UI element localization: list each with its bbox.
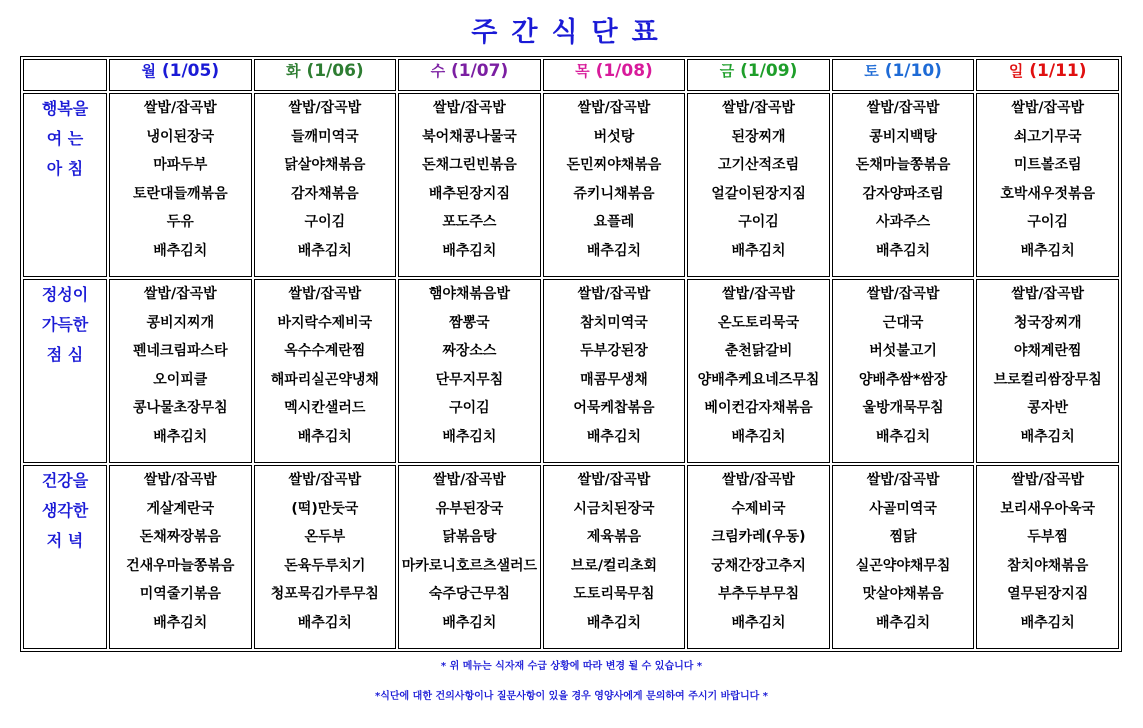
meal-row — [23, 465, 1119, 649]
menu-item: 옥수수계란찜 — [284, 343, 366, 360]
menu-cell — [398, 93, 541, 277]
meal-row — [23, 279, 1119, 463]
menu-item: 쌀밥/잡곡밥 — [722, 100, 795, 116]
menu-item: 냉이된장국 — [146, 128, 215, 145]
day-date: (1/05) — [161, 61, 220, 81]
menu-item: 건새우마늘쫑볶음 — [126, 557, 235, 574]
menu-item: 요플레 — [593, 214, 635, 231]
menu-item: 쌀밥/잡곡밥 — [866, 472, 940, 488]
menu-item: 닭살야채볶음 — [284, 157, 366, 174]
menu-item: 펜네크림파스타 — [132, 343, 228, 360]
menu-item: 참치야채볶음 — [1007, 557, 1089, 574]
menu-cell — [398, 465, 541, 649]
menu-item: 쌀밥/잡곡밥 — [433, 100, 506, 116]
notes — [0, 652, 1143, 712]
day-name: 토 — [864, 62, 879, 80]
menu-item: 수제비국 — [731, 500, 786, 517]
meal-label — [23, 279, 107, 463]
menu-item: 배추김치 — [442, 614, 497, 631]
menu-item: (떡)만둣국 — [291, 500, 359, 517]
menu-item: 배추김치 — [731, 614, 786, 631]
menu-item: 미역줄기볶음 — [139, 586, 221, 603]
menu-item: 크림카레(우동) — [711, 529, 806, 546]
menu-item: 배추김치 — [1020, 428, 1075, 445]
menu-item: 배추김치 — [1020, 614, 1075, 631]
menu-item: 청포묵김가루무침 — [270, 586, 379, 603]
meal-label-line: 가득한 — [41, 315, 89, 334]
day-name: 월 — [141, 62, 156, 80]
menu-item: 마카로니호르츠샐러드 — [401, 557, 538, 574]
menu-item: 궁채간장고추지 — [711, 557, 806, 574]
menu-cell — [832, 465, 975, 649]
menu-item: 짜장소스 — [442, 343, 497, 360]
menu-item: 배추김치 — [297, 428, 352, 445]
menu-item: 바지락수제비국 — [277, 314, 373, 331]
meal-row — [23, 93, 1119, 277]
menu-item: 짬뽕국 — [449, 314, 490, 331]
day-header — [687, 59, 830, 91]
menu-cell — [254, 465, 397, 649]
menu-item: 배추된장지짐 — [428, 185, 510, 202]
menu-item: 쌀밥/잡곡밥 — [577, 472, 651, 488]
menu-item: 근대국 — [882, 314, 924, 331]
menu-item: 쌀밥/잡곡밥 — [1011, 100, 1085, 116]
menu-item: 시금치된장국 — [573, 500, 655, 517]
menu-item: 열무된장지짐 — [1007, 586, 1089, 603]
menu-item: 쌀밥/잡곡밥 — [722, 286, 795, 302]
note-line: * 위 메뉴는 식자재 수급 상황에 따라 변경 될 수 있습니다 * — [440, 661, 703, 672]
menu-item: 배추김치 — [586, 428, 642, 445]
menu-item: 배추김치 — [153, 428, 208, 445]
menu-item: 부추두부무침 — [717, 586, 800, 603]
menu-item: 구이김 — [304, 214, 346, 231]
menu-item: 토란대들깨볶음 — [132, 185, 228, 202]
menu-item: 쌀밥/잡곡밥 — [433, 472, 506, 488]
corner-cell — [23, 59, 107, 91]
menu-item: 배추김치 — [731, 242, 786, 259]
menu-item: 보리새우아욱국 — [1000, 500, 1096, 517]
menu-item: 사과주스 — [876, 214, 931, 231]
menu-item: 콩나물초장무침 — [132, 400, 228, 417]
menu-item: 닭볶음탕 — [442, 529, 497, 546]
menu-cell — [543, 465, 686, 649]
menu-item: 포도주스 — [442, 214, 497, 231]
day-date: (1/08) — [595, 61, 653, 81]
menu-item: 온도토리묵국 — [717, 314, 800, 331]
menu-item: 쌀밥/잡곡밥 — [288, 286, 362, 302]
menu-cell — [543, 279, 686, 463]
menu-item: 배추김치 — [1020, 242, 1075, 259]
menu-item: 감자양파조림 — [862, 185, 944, 202]
menu-item: 쌀밥/잡곡밥 — [143, 472, 217, 488]
menu-item: 버섯탕 — [593, 128, 635, 145]
day-header — [398, 59, 541, 91]
menu-cell — [832, 279, 975, 463]
menu-item: 쌀밥/잡곡밥 — [866, 286, 940, 302]
menu-item: 사골미역국 — [869, 500, 937, 517]
menu-cell — [976, 93, 1119, 277]
menu-item: 울방개묵무침 — [862, 400, 944, 417]
menu-item: 미트볼조림 — [1013, 157, 1082, 174]
meal-label-line: 행복을 — [41, 99, 89, 118]
menu-item: 양배추쌈*쌈장 — [858, 371, 948, 388]
menu-cell — [687, 279, 830, 463]
menu-item: 매콤무생채 — [580, 371, 648, 388]
menu-cell — [543, 93, 686, 277]
menu-item: 콩자반 — [1027, 400, 1068, 417]
day-name: 금 — [719, 62, 735, 80]
menu-item: 쌀밥/잡곡밥 — [1011, 286, 1085, 302]
menu-item: 쌀밥/잡곡밥 — [1011, 472, 1085, 488]
menu-cell — [832, 93, 975, 277]
menu-item: 쌀밥/잡곡밥 — [143, 100, 217, 116]
menu-item: 감자채볶음 — [291, 185, 359, 202]
menu-item: 단무지무침 — [435, 371, 504, 388]
menu-cell — [976, 279, 1119, 463]
menu-item: 배추김치 — [297, 614, 352, 631]
day-name: 수 — [430, 62, 446, 80]
menu-item: 쌀밥/잡곡밥 — [577, 286, 651, 302]
menu-item: 배추김치 — [442, 242, 497, 259]
header-row — [23, 59, 1119, 91]
meal-label-line: 정성이 — [41, 285, 89, 304]
note-line: *식단에 대한 건의사항이나 질문사항이 있을 경우 영양사에게 문의하여 주시기 바랍니다 * — [374, 691, 769, 702]
menu-item: 멕시칸샐러드 — [284, 400, 366, 417]
menu-cell — [109, 465, 252, 649]
menu-item: 배추김치 — [731, 428, 786, 445]
menu-item: 배추김치 — [876, 614, 931, 631]
menu-item: 돈채마늘쫑볶음 — [855, 157, 951, 174]
day-header — [254, 59, 397, 91]
menu-item: 베이컨감자채볶음 — [704, 400, 813, 417]
menu-item: 두부강된장 — [580, 343, 648, 360]
menu-item: 두유 — [166, 214, 194, 231]
menu-item: 쌀밥/잡곡밥 — [722, 472, 795, 488]
menu-item: 돈민찌야채볶음 — [566, 157, 662, 174]
menu-item: 들깨미역국 — [291, 128, 359, 145]
menu-item: 돈육두루치기 — [284, 557, 366, 574]
day-header — [832, 59, 975, 91]
menu-item: 쇠고기무국 — [1013, 128, 1082, 145]
menu-item: 배추김치 — [876, 242, 931, 259]
menu-item: 돈채그린빈볶음 — [422, 157, 517, 174]
menu-item: 배추김치 — [153, 242, 208, 259]
menu-cell — [976, 465, 1119, 649]
menu-item: 쌀밥/잡곡밥 — [577, 100, 651, 116]
menu-item: 숙주당근무침 — [428, 586, 510, 603]
day-date: (1/06) — [306, 61, 364, 81]
menu-item: 배추김치 — [876, 428, 931, 445]
menu-item: 쌀밥/잡곡밥 — [288, 472, 362, 488]
menu-item: 얼갈이된장지짐 — [711, 185, 806, 202]
weekly-menu-table — [20, 56, 1122, 652]
menu-item: 쌀밥/잡곡밥 — [143, 286, 217, 302]
menu-item: 구이김 — [738, 214, 779, 231]
menu-item: 해파리실곤약냉채 — [270, 371, 379, 388]
menu-item: 쥬키니채볶음 — [573, 185, 655, 202]
menu-item: 콩비지백탕 — [869, 128, 937, 145]
meal-label-line: 저 녁 — [46, 531, 84, 550]
menu-item: 호박새우젓볶음 — [1000, 185, 1096, 202]
menu-item: 어묵케찹볶음 — [573, 400, 655, 417]
menu-item: 양배추케요네즈무침 — [697, 371, 820, 388]
menu-item: 오이피클 — [153, 371, 208, 388]
menu-item: 마파두부 — [153, 157, 208, 174]
day-name: 목 — [575, 62, 590, 80]
menu-item: 버섯불고기 — [869, 343, 937, 360]
menu-item: 도토리묵무침 — [573, 586, 655, 603]
day-date: (1/09) — [740, 61, 798, 81]
menu-item: 배추김치 — [153, 614, 208, 631]
menu-item: 배추김치 — [586, 614, 642, 631]
menu-item: 콩비지찌개 — [146, 314, 215, 331]
day-name: 화 — [286, 62, 301, 80]
menu-item: 쌀밥/잡곡밥 — [288, 100, 362, 116]
day-name: 일 — [1008, 62, 1024, 80]
menu-item: 찜닭 — [889, 529, 917, 546]
menu-cell — [109, 93, 252, 277]
menu-cell — [687, 465, 830, 649]
menu-cell — [109, 279, 252, 463]
day-header — [543, 59, 686, 91]
menu-item: 구이김 — [1027, 214, 1068, 231]
day-date: (1/07) — [451, 61, 509, 81]
menu-item: 구이김 — [449, 400, 490, 417]
menu-item: 참치미역국 — [580, 314, 648, 331]
menu-cell — [398, 279, 541, 463]
menu-item: 된장찌개 — [731, 128, 786, 145]
meal-label-line: 아 침 — [46, 159, 84, 178]
menu-item: 청국장찌개 — [1013, 314, 1082, 331]
day-date: (1/11) — [1029, 61, 1087, 81]
day-header — [109, 59, 252, 91]
menu-item: 쌀밥/잡곡밥 — [866, 100, 940, 116]
menu-item: 온두부 — [304, 529, 346, 546]
meal-label-line: 생각한 — [41, 501, 89, 520]
menu-item: 브로컬리쌈장무침 — [993, 371, 1102, 388]
menu-item: 춘천닭갈비 — [724, 343, 793, 360]
menu-item: 게살계란국 — [146, 500, 215, 517]
menu-item: 고기산적조림 — [717, 157, 800, 174]
menu-item: 실곤약야채무침 — [855, 557, 951, 574]
menu-cell — [254, 279, 397, 463]
menu-item: 햄야채볶음밥 — [428, 286, 510, 302]
menu-cell — [687, 93, 830, 277]
menu-item: 배추김치 — [297, 242, 352, 259]
menu-item: 유부된장국 — [435, 500, 504, 517]
menu-item: 브로/컬리초회 — [570, 557, 658, 574]
day-header — [976, 59, 1119, 91]
menu-item: 북어채콩나물국 — [422, 128, 517, 145]
meal-label-line: 점 심 — [46, 345, 84, 364]
menu-item: 돈채짜장볶음 — [139, 529, 221, 546]
menu-item: 야채계란찜 — [1013, 343, 1082, 360]
menu-item: 두부찜 — [1027, 529, 1068, 546]
menu-item: 배추김치 — [586, 242, 642, 259]
menu-item: 제육볶음 — [586, 529, 642, 546]
menu-item: 맛살야채볶음 — [862, 586, 944, 603]
menu-cell — [254, 93, 397, 277]
meal-label-line: 여 는 — [46, 129, 84, 148]
meal-label — [23, 93, 107, 277]
page-title: 주간식단표 — [471, 17, 672, 48]
meal-label-line: 건강을 — [41, 471, 89, 490]
meal-label — [23, 465, 107, 649]
day-date: (1/10) — [884, 61, 942, 81]
menu-item: 배추김치 — [442, 428, 497, 445]
